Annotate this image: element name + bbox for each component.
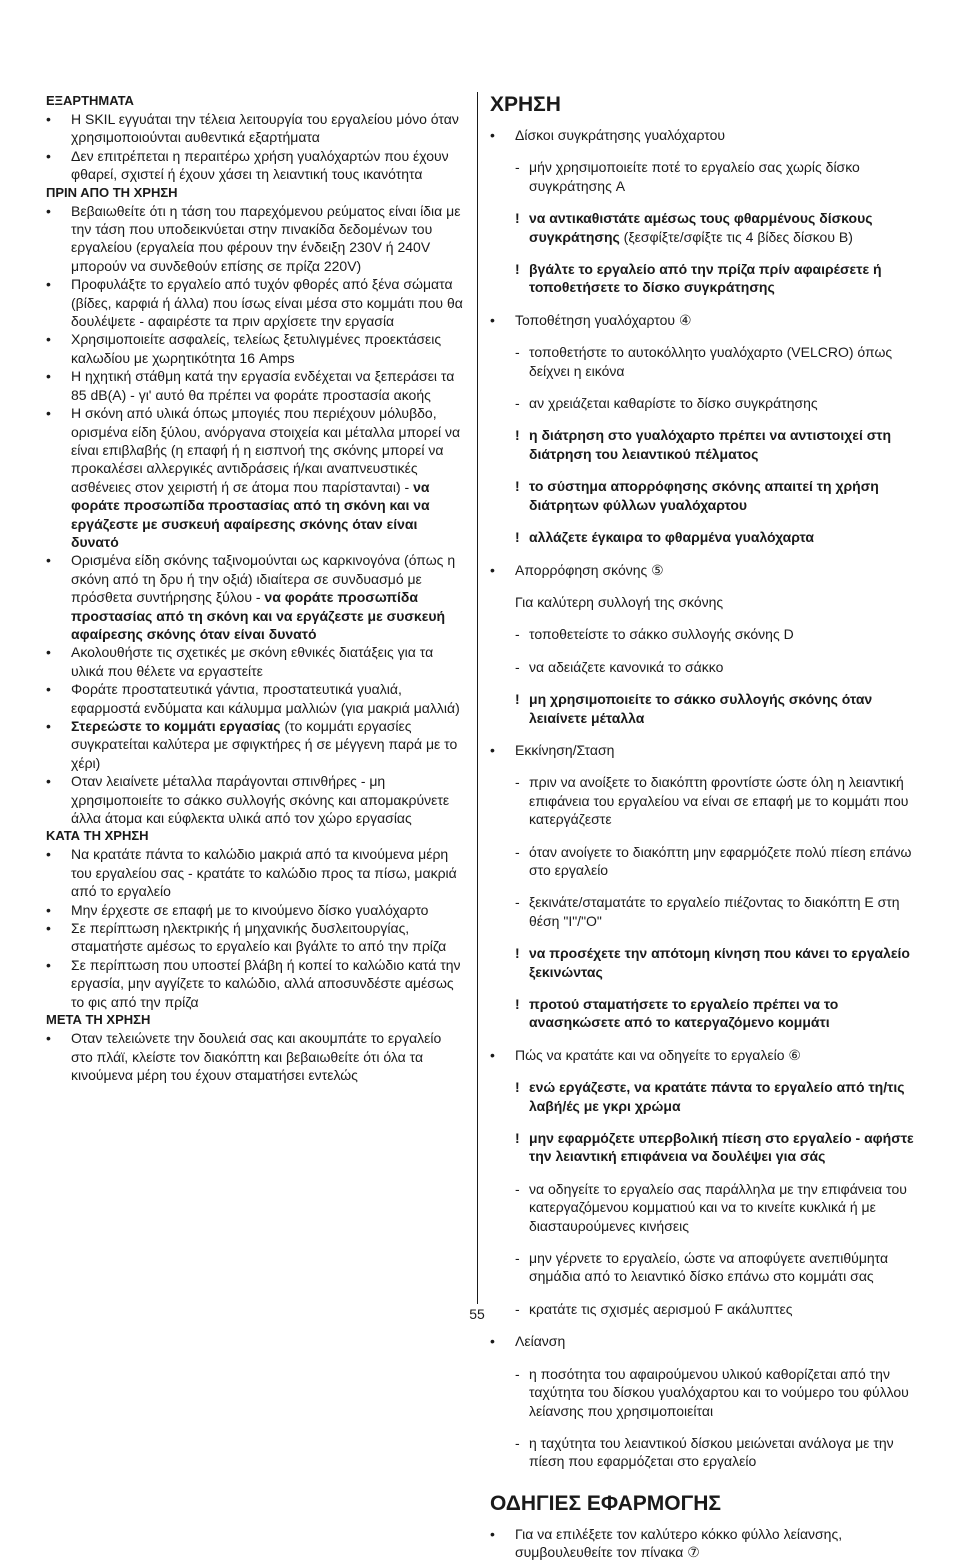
list-item: • Για να επιλέξετε τον καλύτερο κόκκο φύλλο λείανσης, συμβουλευθείτε τον πίνακα ⑦ xyxy=(490,1525,843,1561)
list-item: • Χρησιμοποιείτε ασφαλείς, τελείως ξετυλιγμένες προεκτάσεις καλωδίου με χωρητικότητα 16 Amps xyxy=(46,331,442,366)
section-heading-use: ΧΡΗΣΗ xyxy=(490,93,561,116)
list-item: • Σε περίπτωση που υποστεί βλάβη ή κοπεί το καλώδιο κατά την εργασία, μην αγγίζετε το καλώδιο, αλλά αποσυνδέστε αμέσως το φις από την πρίζα xyxy=(46,956,461,1010)
list-item: • Φοράτε προστατευτικά γάντια, προστατευτικά γυαλιά, εφαρμοστά ενδύματα και κάλυμμα μαλλιών (για μακριά μαλλιά) xyxy=(46,681,460,716)
warning-item: ! να αντικαθιστάτε αμέσως τους φθαρμένους δίσκους συγκράτησης (ξεσφίξτε/σφίξτε τις 4 βίδες δίσκου B) xyxy=(515,210,873,245)
warning-item: ! βγάλτε το εργαλείο από την πρίζα πρίν αφαιρέσετε ή τοποθετήσετε το δίσκο συγκράτησης xyxy=(515,261,882,296)
list-item: • Οταν τελειώνετε την δουλειά σας και ακουμπάτε το εργαλείο στο πλάϊ, κλείστε τον διακόπτη και βεβαιωθείτε ότι όλα τα κινούμενα μέρη του έχουν σταματήσει εντελώς xyxy=(46,1030,442,1083)
list-item: • Μην έρχεστε σε επαφή με το κινούμενο δίσκο γυαλόχαρτο xyxy=(46,901,429,918)
sub-item: - η ποσότητα του αφαιρούμενου υλικού καθορίζεται από την ταχύτητα του δίσκου γυαλόχαρτου και το νούμερο του φύλλου λείανσης που χρησιμοποιείται xyxy=(515,1365,909,1419)
sub-item: - αν χρειάζεται καθαρίστε το δίσκο συγκράτησης xyxy=(515,395,818,412)
list-item: • Η ηχητική στάθμη κατά την εργασία ενδέχεται να ξεπεράσει τα 85 dB(A) - γι' αυτό θα πρέπει να φοράτε προστασία ακοής xyxy=(46,368,455,403)
section-heading-after-use: ΜΕΤΑ ΤΗ ΧΡΗΣΗ xyxy=(46,1012,151,1028)
warning-item: ! ενώ εργάζεστε, να κρατάτε πάντα το εργαλείο από τη/τις λαβή/ές με γκρι χρώμα xyxy=(515,1079,905,1114)
sub-item: - ξεκινάτε/σταματάτε το εργαλείο πιέζοντας το διακόπτη E στη θέση "I"/"O" xyxy=(515,894,900,929)
list-item: • Στερεώστε το κομμάτι εργασίας (το κομμάτι εργασίες συγκρατείται καλύτερα με σφιγκτήρες ή σε μέγγενη παρά με το χέρι) xyxy=(46,718,458,771)
section-heading-before-use: ΠΡΙΝ ΑΠΟ ΤΗ ΧΡΗΣΗ xyxy=(46,184,178,200)
page-number: 55 xyxy=(469,1306,485,1322)
sub-item: - κρατάτε τις σχισμές αερισμού F ακάλυπτες xyxy=(515,1300,793,1317)
list-item: • Λείανση xyxy=(490,1333,566,1350)
sub-item: - πριν να ανοίξετε το διακόπτη φροντίστε ώστε όλη η λειαντική επιφάνεια του εργαλείου να είναι σε επαφή με το κομμάτι που κατεργάζεστε xyxy=(515,774,909,828)
sub-item: - να οδηγείτε το εργαλείο σας παράλληλα με την επιφάνεια του κατεργαζόμενου κομματιού και να το κινείτε κυκλικά ή με διασταυρούμενες κινήσεις xyxy=(515,1180,907,1234)
list-item: • Δεν επιτρέπεται η περαιτέρω χρήση γυαλόχαρτών που έχουν φθαρεί, σχιστεί ή έχουν χάσει τη λειαντική τους ικανότητα xyxy=(46,147,449,183)
list-item: • Ορισμένα είδη σκόνης ταξινομούνται ως καρκινογόνα (όπως η σκόνη από τη δρυ ή την οξιά) ιδιαίτερα σε συνδυασμό με πρόσθετα συντήρησης ξύλου - να φοράτε προσωπίδα προστασίας από τη σκόνη και να εργάζεστε με συσκευή αφαίρεσης σκόνης όταν είναι δυνατό xyxy=(46,552,456,642)
column-divider xyxy=(477,92,478,1304)
warning-item: ! να προσέχετε την απότομη κίνηση που κάνει το εργαλείο ξεκινώντας xyxy=(515,945,910,980)
sub-item: - να αδειάζετε κανονικά το σάκκο xyxy=(515,658,724,675)
sub-item: - τοποθετήστε το αυτοκόλλητο γυαλόχαρτο (VELCRO) όπως δείχνει η εικόνα xyxy=(515,344,893,379)
list-item: • Βεβαιωθείτε ότι η τάση του παρεχόμενου ρεύματος είναι ίδια με την τάση που υποδεικνύεται στην πινακίδα δεδομένων του εργαλείου (εργαλεία που φέρουν την ένδειξη 230V ή 240V μπορούν να συνδεθούν επίσης σε πρίζα 220V) xyxy=(46,202,461,274)
warning-item: ! αλλάζετε έγκαιρα το φθαρμένα γυαλόχαρτα xyxy=(515,529,814,546)
list-item: • Η SKIL εγγυάται την τέλεια λειτουργία του εργαλείου μόνο όταν χρησιμοποιούνται αυθεντικά εξαρτήματα xyxy=(46,111,459,146)
list-item: • Πώς να κρατάτε και να οδηγείτε το εργαλείο ⑥ xyxy=(490,1046,801,1063)
list-item: • Απορρόφηση σκόνης ⑤ xyxy=(490,561,664,578)
sub-item: - τοποθετείστε το σάκκο συλλογής σκόνης D xyxy=(515,626,794,643)
right-column xyxy=(490,92,914,1562)
sub-item: - όταν ανοίγετε το διακόπτη μην εφαρμόζετε πολύ πίεση επάνω στο εργαλείο xyxy=(515,843,912,878)
list-item: • Ακολουθήστε τις σχετικές με σκόνη εθνικές διατάξεις για τα υλικά που θέλετε να εργαστείτε xyxy=(46,644,434,679)
warning-item: ! μην εφαρμόζετε υπερβολική πίεση στο εργαλείο - αφήστε την λειαντική επιφάνεια να δουλέψει για σάς xyxy=(515,1130,914,1165)
section-heading-accessories: ΕΞΑΡΤΗΜΑΤΑ xyxy=(46,93,134,108)
left-column xyxy=(46,92,466,1084)
warning-item: ! η διάτρηση στο γυαλόχαρτο πρέπει να αντιστοιχεί στη διάτρηση του λειαντικού πέλματος xyxy=(515,427,892,462)
intro-text: Για καλύτερη συλλογή της σκόνης xyxy=(515,593,724,610)
list-item: • Τοποθέτηση γυαλόχαρτου ④ xyxy=(490,311,692,328)
list-item: • Η σκόνη από υλικά όπως μπογιές που περιέχουν μόλυβδο, ορισμένα είδη ξύλου, ανόργανα στοιχεία και μέταλλα μπορεί να είναι επιβλαβής (η επαφή ή η εισπνοή της σκόνης μπορεί να προκαλέσει αλλεργικές αντιδράσεις ή/και αναπνευστικές ασθένειες στον χειριστή ή σε άτομα που παρίστανται) - να φοράτε προσωπίδα προστασίας από τη σκόνη και να εργάζεστε με συσκευή αφαίρεσης σκόνης όταν είναι δυνατό xyxy=(46,405,461,550)
section-heading-during-use: ΚΑΤΑ ΤΗ ΧΡΗΣΗ xyxy=(46,828,149,844)
sub-item: - μήν χρησιμοποιείτε ποτέ το εργαλείο σας χωρίς δίσκο συγκράτησης A xyxy=(515,159,860,194)
sub-item: - η ταχύτητα του λειαντικού δίσκου μειώνεται ανάλογα με την πίεση που εφαρμόζεται στο εργαλείο xyxy=(515,1434,894,1470)
list-item: • Εκκίνηση/Σταση xyxy=(490,741,615,758)
list-item: • Δίσκοι συγκράτησης γυαλόχαρτου xyxy=(490,127,726,143)
sub-item: - μην γέρνετε το εργαλείο, ώστε να αποφύγετε ανεπιθύμητα σημάδια από το λειαντικό δίσκο επάνω στο κομμάτι σας xyxy=(515,1250,889,1285)
warning-item: ! μη χρησιμοποιείτε το σάκκο συλλογής σκόνης όταν λειαίνετε μέταλλα xyxy=(515,691,873,726)
warning-item: ! το σύστημα απορρόφησης σκόνης απαιτεί τη χρήση διάτρητων φύλλων γυαλόχαρτου xyxy=(515,478,879,513)
list-item: • Να κρατάτε πάντα το καλώδιο μακριά από τα κινούμενα μέρη του εργαλείου σας - κρατάτε το καλώδιο προς τα πίσω, μακριά από το εργαλείο xyxy=(46,846,457,900)
warning-item: ! προτού σταματήσετε το εργαλείο πρέπει να το ανασηκώσετε από το κατεργαζόμενο κομμάτι xyxy=(515,996,839,1031)
section-heading-application-tips: ΟΔΗΓΙΕΣ ΕΦΑΡΜΟΓΗΣ xyxy=(490,1491,721,1515)
list-item: • Προφυλάξτε το εργαλείο από τυχόν φθορές από ξένα σώματα (βίδες, καρφιά ή άλλα) που ίσως είναι μέσα στο κομμάτι που θα δουλέψετε - αφαιρέστε τα πριν αρχίσετε την εργασία xyxy=(46,276,463,330)
list-item: • Σε περίπτωση ηλεκτρικής ή μηχανικής δυσλειτουργίας, σταματήστε αμέσως το εργαλείο και βγάλτε το από την πρίζα xyxy=(46,920,447,955)
list-item: • Οταν λειαίνετε μέταλλα παράγονται σπινθήρες - μη χρησιμοποιείτε το σάκκο συλλογής σκόνης και απομακρύνετε άλλα άτομα και εύφλεκτα υλικά από τον χώρο εργασίας xyxy=(46,773,450,827)
